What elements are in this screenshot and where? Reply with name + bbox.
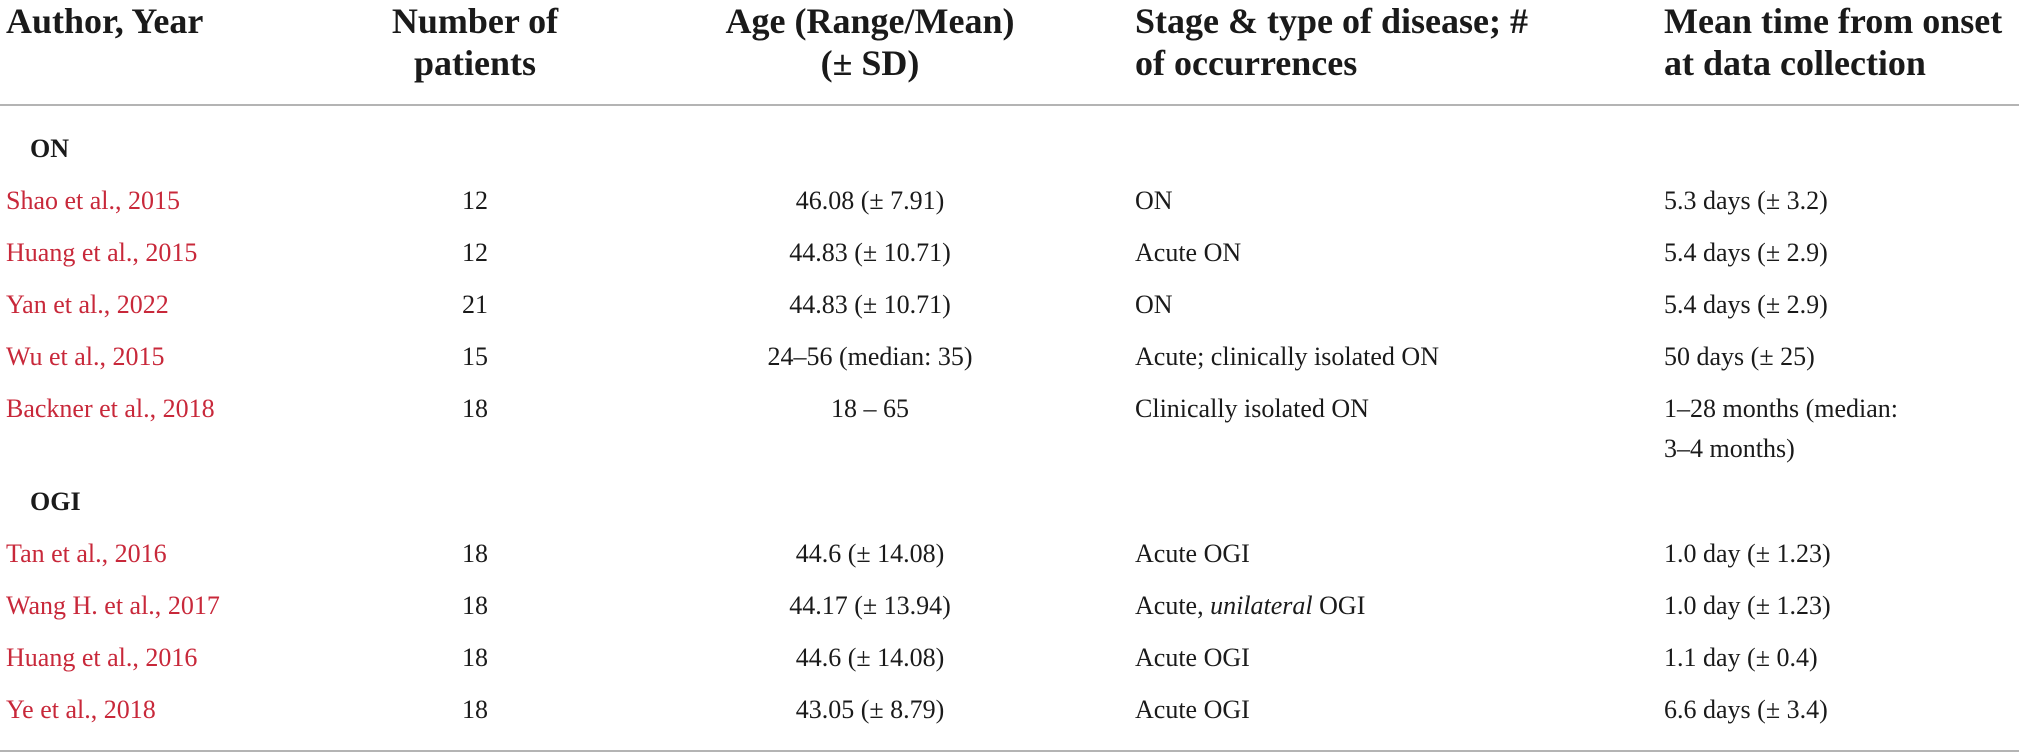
author-year-link[interactable]: 2015 (128, 186, 181, 215)
table-row (0, 181, 2019, 221)
author-year-link[interactable]: 2018 (103, 695, 156, 724)
header-age-line-2: (± SD) (820, 43, 920, 83)
section-label-on: ON (30, 134, 69, 163)
patients-cell: 18 (462, 695, 488, 724)
time-cell (1664, 586, 1831, 626)
table-row (0, 233, 2019, 273)
table-row (0, 638, 2019, 678)
author-year-link[interactable]: 2016 (114, 539, 167, 568)
table-row (0, 690, 2019, 730)
age-cell: 44.6 (± 14.08) (795, 643, 945, 672)
stage-cell (1135, 586, 1365, 626)
author-year-link[interactable]: 2017 (167, 591, 220, 620)
time-line: 5.3 days (± 3.2) (1664, 186, 1828, 215)
stage-text-part: Acute, (1135, 591, 1211, 620)
author-name[interactable]: Tan et al., (6, 539, 115, 568)
header-time-line-1: Mean time from onset (1664, 1, 2003, 41)
age-cell: 44.83 (± 10.71) (789, 290, 951, 319)
time-line: 1.0 day (± 1.23) (1664, 539, 1831, 568)
stage-cell: Clinically isolated ON (1135, 394, 1369, 423)
patients-cell: 12 (462, 238, 488, 267)
header-rule (0, 104, 2019, 106)
stage-cell: ON (1135, 290, 1173, 319)
author-name[interactable]: Backner et al., (6, 394, 163, 423)
author-cell (6, 638, 197, 678)
header-author-line: Author, Year (6, 1, 204, 41)
author-name[interactable]: Huang et al., (6, 643, 146, 672)
author-name[interactable]: Wang H. et al., (6, 591, 168, 620)
stage-cell: Acute; clinically isolated ON (1135, 342, 1439, 371)
age-cell: 44.83 (± 10.71) (789, 238, 951, 267)
header-stage-line-2: of occurrences (1135, 43, 1358, 83)
stage-text-italic: unilateral (1210, 591, 1313, 620)
time-line: 5.4 days (± 2.9) (1664, 238, 1828, 267)
author-name[interactable]: Yan et al., (6, 290, 117, 319)
header-time (1664, 0, 2002, 84)
author-cell (6, 690, 156, 730)
stage-cell: Acute OGI (1135, 643, 1250, 672)
author-cell (6, 586, 220, 626)
time-cell (1664, 638, 1818, 678)
time-line: 5.4 days (± 2.9) (1664, 290, 1828, 319)
patients-cell: 18 (462, 539, 488, 568)
time-line-2: 3–4 months) (1664, 434, 1795, 463)
age-cell: 44.17 (± 13.94) (789, 591, 951, 620)
section-label-ogi: OGI (30, 487, 81, 516)
table-row (0, 337, 2019, 377)
patients-cell: 18 (462, 591, 488, 620)
table-row (0, 586, 2019, 626)
header-patients-line-2: patients (413, 43, 536, 83)
author-cell (6, 534, 167, 574)
stage-cell: ON (1135, 186, 1173, 215)
author-name[interactable]: Shao et al., (6, 186, 129, 215)
author-name[interactable]: Huang et al., (6, 238, 146, 267)
stage-cell: Acute OGI (1135, 539, 1250, 568)
table-row (0, 285, 2019, 325)
author-cell (6, 285, 169, 325)
patients-cell: 21 (462, 290, 488, 319)
header-age-line-1: Age (Range/Mean) (725, 1, 1015, 41)
header-patients (385, 0, 565, 84)
author-name[interactable]: Wu et al., (6, 342, 113, 371)
header-stage (1135, 0, 1528, 84)
author-cell (6, 181, 180, 221)
header-patients-line-1: Number of (391, 1, 559, 41)
author-cell (6, 233, 197, 273)
patients-cell: 12 (462, 186, 488, 215)
table-row (0, 534, 2019, 574)
stage-text-part: OGI (1312, 591, 1366, 620)
patients-cell: 15 (462, 342, 488, 371)
age-cell: 44.6 (± 14.08) (795, 539, 945, 568)
age-cell: 18 – 65 (831, 394, 909, 423)
age-cell: 46.08 (± 7.91) (795, 186, 945, 215)
time-cell (1664, 690, 1828, 730)
time-line: 1.1 day (± 0.4) (1664, 643, 1818, 672)
header-age (690, 0, 1050, 84)
patients-cell: 18 (462, 394, 488, 423)
author-year-link[interactable]: 2015 (145, 238, 198, 267)
time-cell (1664, 337, 1815, 377)
author-name[interactable]: Ye et al., (6, 695, 104, 724)
time-line: 6.6 days (± 3.4) (1664, 695, 1828, 724)
time-cell (1664, 233, 1828, 273)
author-cell (6, 337, 165, 377)
time-cell (1664, 285, 1828, 325)
stage-cell: Acute ON (1135, 238, 1242, 267)
bottom-rule (0, 750, 2019, 752)
time-cell (1664, 181, 1828, 221)
age-cell: 43.05 (± 8.79) (795, 695, 945, 724)
author-year-link[interactable]: 2015 (112, 342, 165, 371)
age-cell: 24–56 (median: 35) (767, 342, 973, 371)
patients-cell: 18 (462, 643, 488, 672)
time-line: 1.0 day (± 1.23) (1664, 591, 1831, 620)
author-cell (6, 389, 215, 429)
author-year-link[interactable]: 2018 (162, 394, 215, 423)
stage-cell: Acute OGI (1135, 695, 1250, 724)
author-year-link[interactable]: 2016 (145, 643, 198, 672)
header-stage-line-1: Stage & type of disease; # (1135, 1, 1528, 41)
time-line: 50 days (± 25) (1664, 342, 1815, 371)
author-year-link[interactable]: 2022 (116, 290, 169, 319)
header-author (6, 0, 203, 42)
header-time-line-2: at data collection (1664, 43, 1926, 83)
table-row (0, 389, 2019, 469)
time-cell (1664, 534, 1831, 574)
time-line-1: 1–28 months (median: (1664, 394, 1898, 423)
time-cell (1664, 389, 1898, 469)
